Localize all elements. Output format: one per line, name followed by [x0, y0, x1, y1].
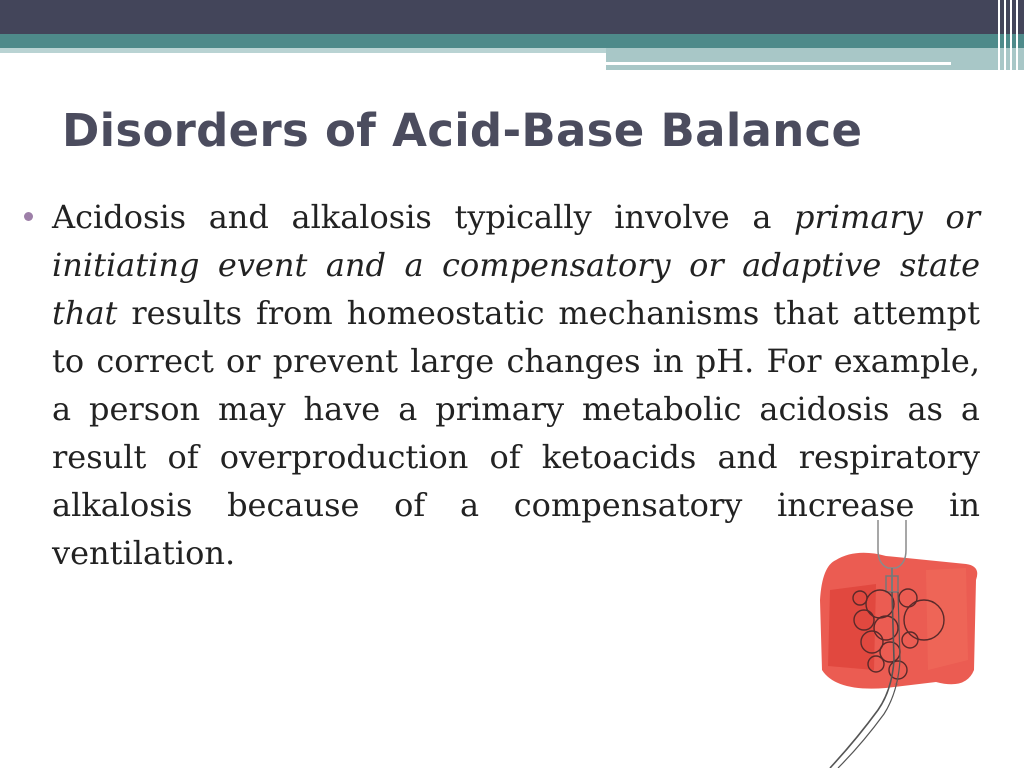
bullet-text-italic: primary or initiating event and a compensatory or adaptive state that	[52, 198, 981, 332]
header-accent-block	[606, 48, 1024, 70]
lungs-iv-drip-illustration-icon	[816, 520, 1024, 768]
bullet-text-part-3: results from homeostatic mechanisms that attempt to correct or prevent large changes in pH. For example, a person may have a primary metabolic acidosis as a result of overproduction of ketoacids and respiratory alkalosis because of a compensatory increase in ventilation.	[52, 294, 980, 572]
header-band-teal	[0, 34, 1024, 48]
bullet-text-part-1: Acidosis and alkalosis typically involve a	[52, 198, 795, 236]
header-band-dark	[0, 0, 1024, 34]
header-stripes	[994, 0, 1024, 70]
header-accent-line	[606, 62, 951, 65]
svg-text:~: ~	[894, 681, 900, 688]
bullet-icon	[24, 212, 33, 221]
slide-title: Disorders of Acid-Base Balance	[62, 104, 863, 157]
